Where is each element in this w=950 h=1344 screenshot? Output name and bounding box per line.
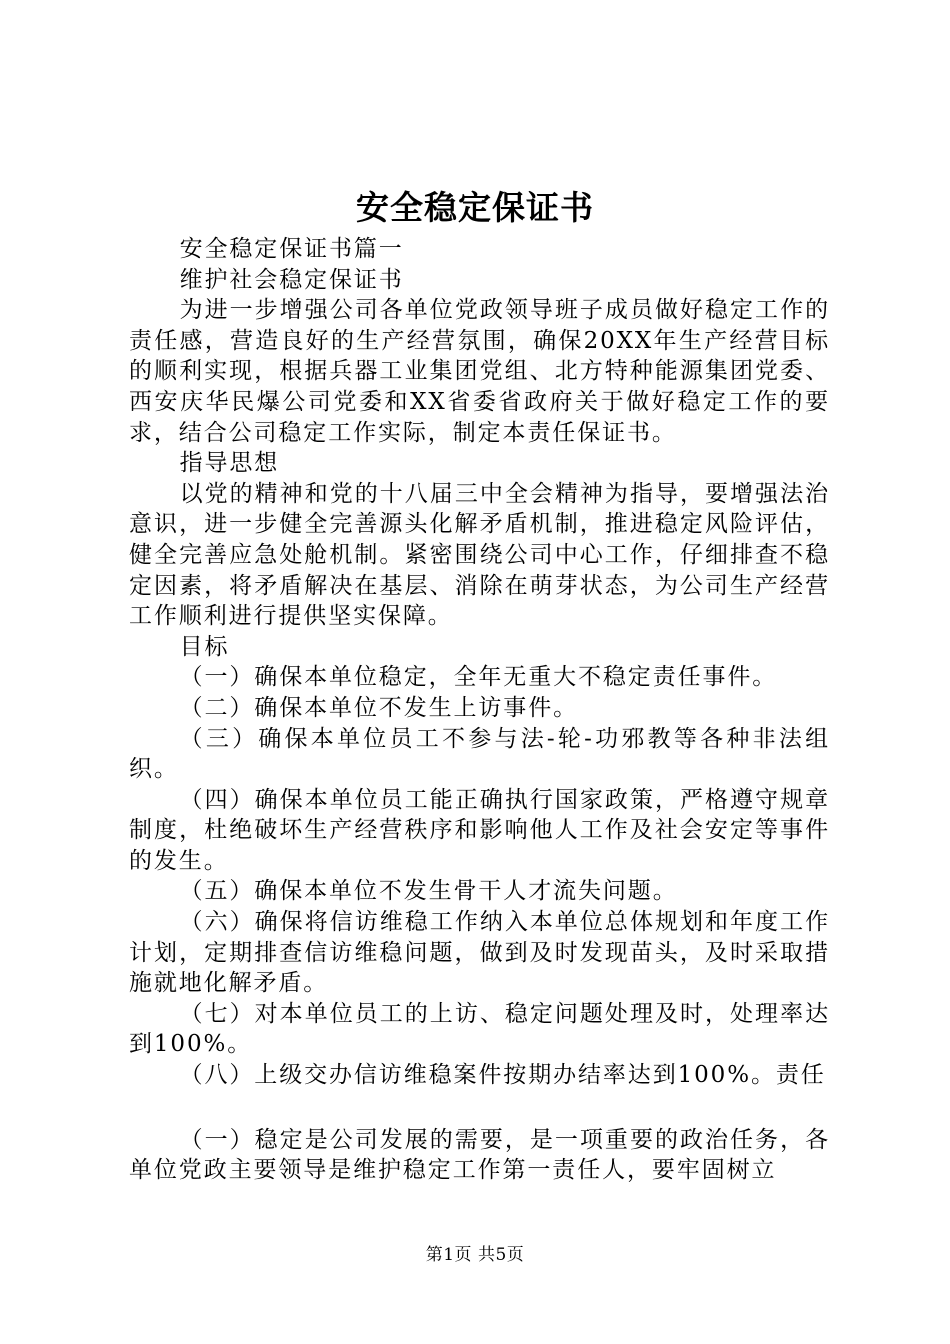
paragraph-goal-4: （四）确保本单位员工能正确执行国家政策，严格遵守规章制度，杜绝破坏生产经营秩序和影响他人工作及社会安定等事件的发生。 [129, 786, 830, 874]
paragraph-heading-guidance: 指导思想 [179, 450, 280, 477]
paragraph-intro: 为进一步增强公司各单位党政领导班子成员做好稳定工作的责任感，营造良好的生产经营氛围，确保20XX年生产经营目标的顺利实现，根据兵器工业集团党组、北方特种能源集团党委、西安庆华民爆公司党委和XX省委省政府关于做好稳定工作的要求，结合公司稳定工作实际，制定本责任保证书。 [129, 297, 830, 446]
paragraph-goal-7: （七）对本单位员工的上访、稳定问题处理及时，处理率达到100%。 [129, 1000, 830, 1058]
paragraph-goal-6: （六）确保将信访维稳工作纳入本单位总体规划和年度工作计划，定期排查信访维稳问题，做到及时发现苗头，及时采取措施就地化解矛盾。 [129, 909, 830, 997]
paragraph-heading-goals: 目标 [179, 633, 230, 660]
paragraph-subtitle: 维护社会稳定保证书 [179, 266, 404, 293]
paragraph-responsibility-1: （一）稳定是公司发展的需要，是一项重要的政治任务，各单位党政主要领导是维护稳定工作第一责任人，要牢固树立 [129, 1126, 830, 1184]
document-title: 安全稳定保证书 [356, 188, 594, 227]
paragraph-guidance: 以党的精神和党的十八届三中全会精神为指导，要增强法治意识，进一步健全完善源头化解矛盾机制，推进稳定风险评估，健全完善应急处舱机制。紧密围绕公司中心工作，仔细排查不稳定因素，将矛盾解决在基层、消除在萌芽状态，为公司生产经营工作顺利进行提供坚实保障。 [129, 480, 830, 630]
paragraph-section-heading: 安全稳定保证书篇一 [179, 236, 404, 262]
document-body [129, 234, 830, 1186]
paragraph-goal-2: （二）确保本单位不发生上访事件。 [179, 694, 578, 721]
paragraph-goal-3: （三）确保本单位员工不参与法-轮-功邪教等各种非法组织。 [129, 725, 830, 783]
paragraph-goal-1: （一）确保本单位稳定，全年无重大不稳定责任事件。 [179, 664, 778, 691]
paragraph-goal-8: （八）上级交办信访维稳案件按期办结率达到100%。责任 [179, 1062, 826, 1089]
page-footer: 第1页 共5页 [425, 1245, 525, 1265]
paragraph-goal-5: （五）确保本单位不发生骨干人才流失问题。 [179, 878, 678, 905]
